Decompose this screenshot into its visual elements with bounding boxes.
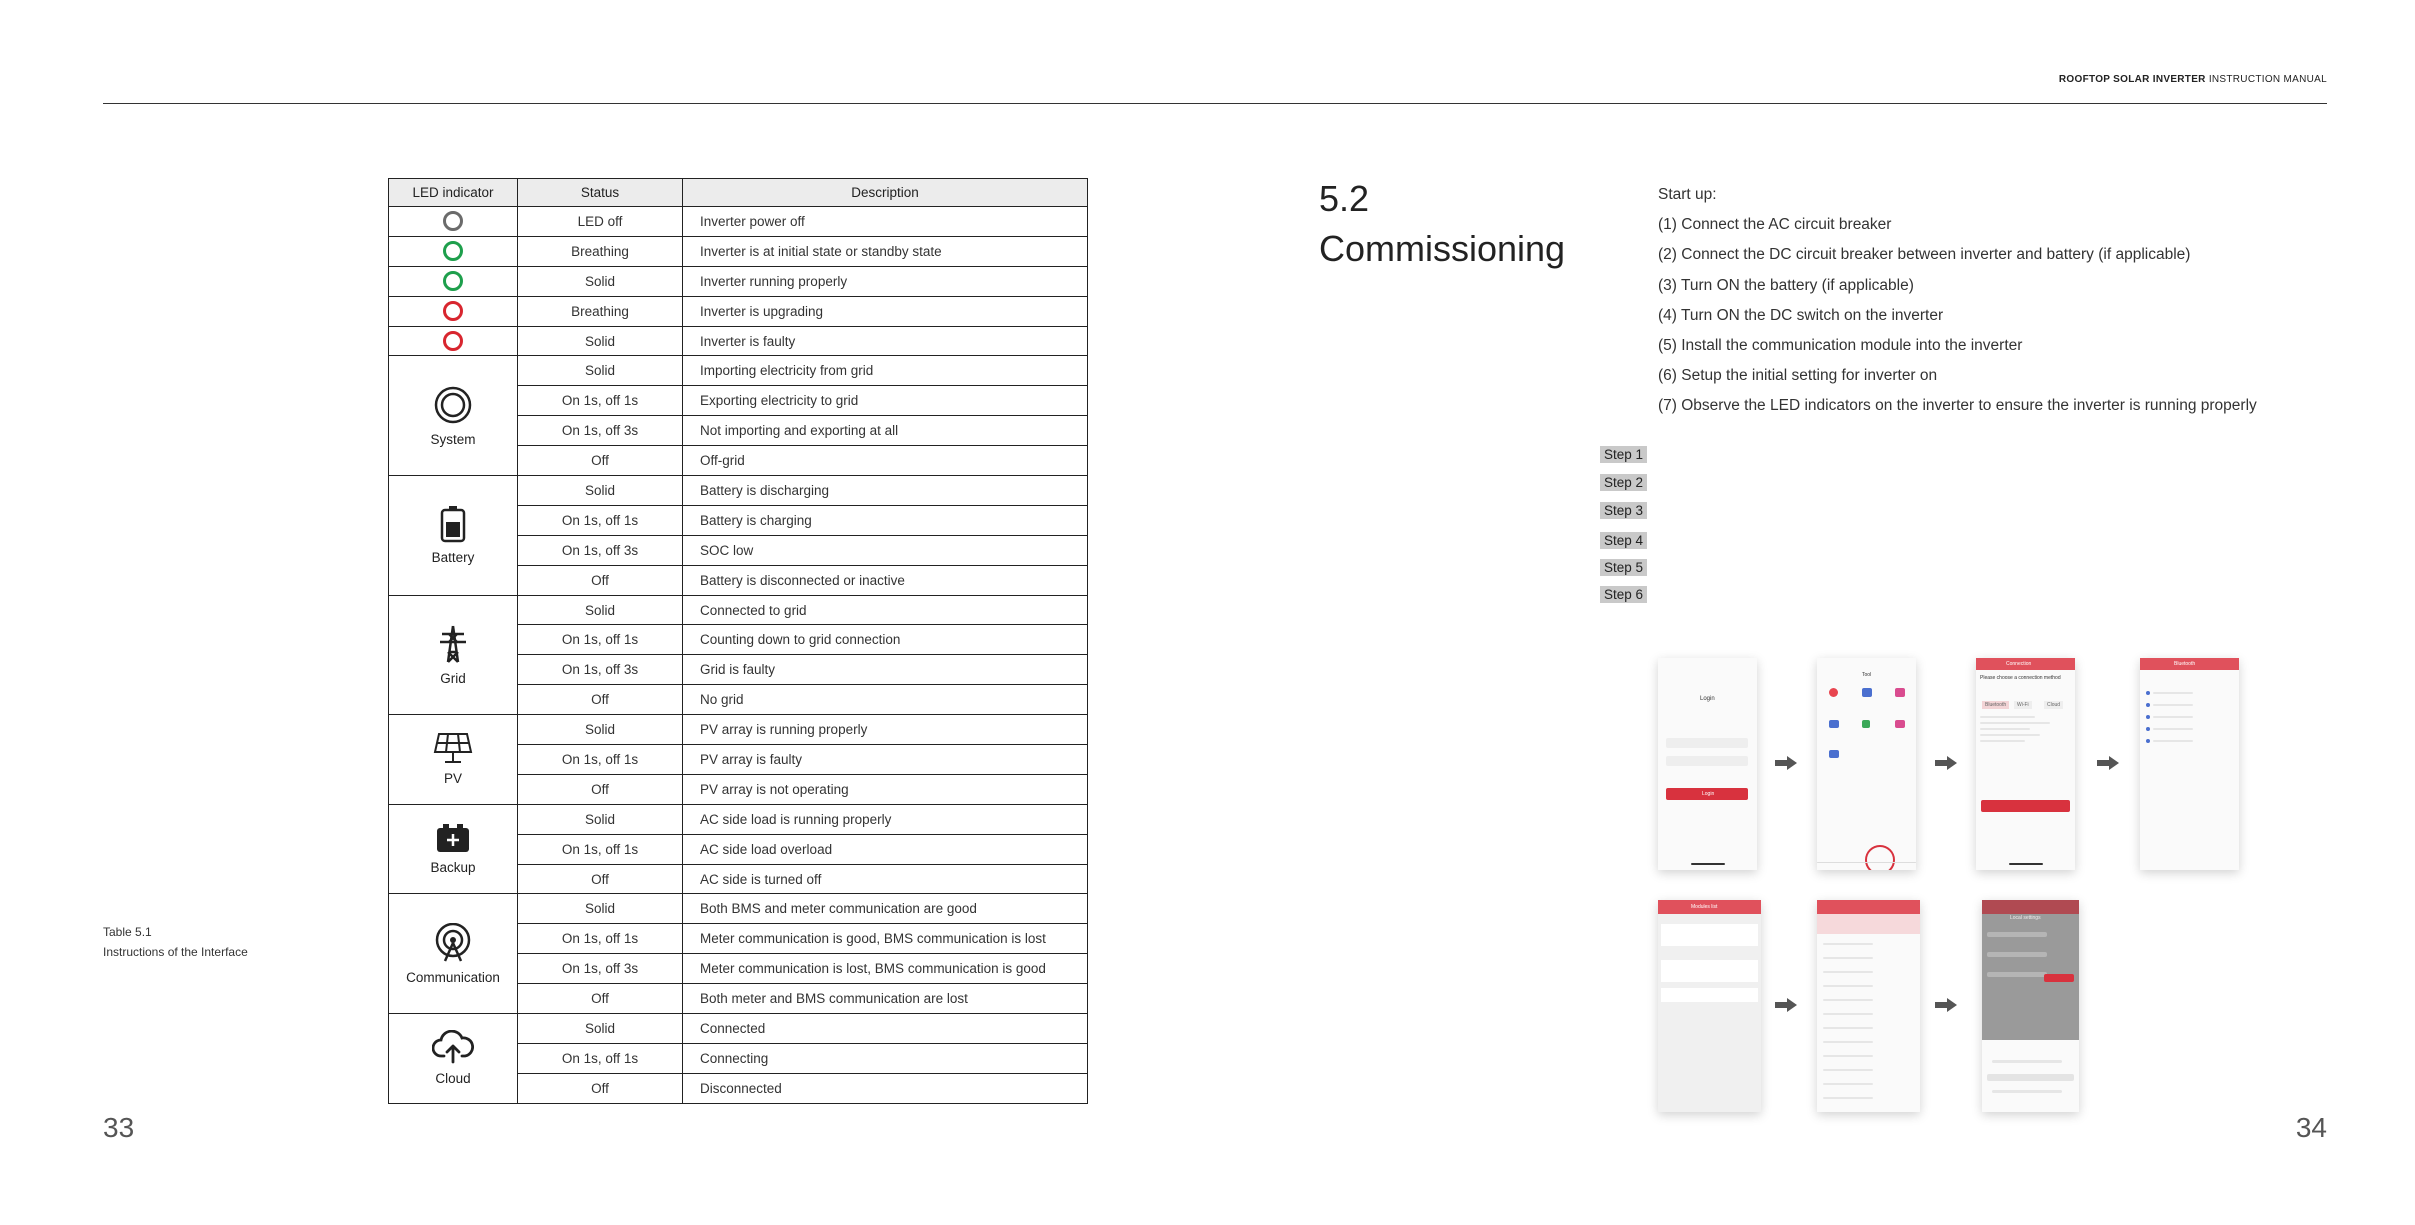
status-cell: Solid: [518, 476, 683, 506]
page-number-right: 34: [2295, 1112, 2327, 1143]
description-cell: Both BMS and meter communication are good: [683, 894, 1088, 924]
status-cell: On 1s, off 1s: [518, 745, 683, 775]
description-cell: Inverter running properly: [683, 266, 1088, 296]
group-pv-cell: [389, 715, 518, 805]
description-cell: Inverter power off: [683, 207, 1088, 237]
connection-screen: [1976, 658, 2075, 870]
manual-header: [2059, 74, 2327, 85]
tool-screen: [1817, 658, 1916, 870]
startup-step: (7) Observe the LED indicators on the inverter to ensure the inverter is running properly: [1658, 397, 2257, 415]
status-cell: On 1s, off 1s: [518, 834, 683, 864]
status-cell: LED off: [518, 207, 683, 237]
group-label: Communication: [406, 969, 500, 985]
led-ring-icon: [443, 211, 463, 231]
description-cell: Both meter and BMS communication are lost: [683, 984, 1088, 1014]
group-communication-cell: [389, 894, 518, 1014]
local-settings-screen: [1982, 900, 2079, 1112]
arrow-right-icon: [1935, 756, 1957, 770]
status-cell: Off: [518, 864, 683, 894]
description-cell: Connecting: [683, 1043, 1088, 1073]
table-row: [389, 236, 1088, 266]
status-cell: On 1s, off 1s: [518, 386, 683, 416]
group-label: System: [430, 431, 476, 447]
description-cell: Disconnected: [683, 1073, 1088, 1103]
led-indicator-cell: [389, 326, 518, 356]
arrow-right-icon: [1935, 998, 1957, 1012]
connection-title: Connection: [2006, 661, 2032, 667]
login-title: Login: [1700, 696, 1715, 702]
description-cell: Battery is discharging: [683, 476, 1088, 506]
cloud-upload-icon: [389, 1030, 517, 1067]
login-button: Login: [1702, 791, 1715, 797]
login-screen: [1658, 658, 1757, 870]
description-cell: Counting down to grid connection: [683, 625, 1088, 655]
status-cell: On 1s, off 3s: [518, 535, 683, 565]
table-row: [389, 266, 1088, 296]
step-label: Step 6: [1600, 586, 1647, 603]
led-ring-icon: [443, 331, 463, 351]
led-ring-icon: [443, 241, 463, 261]
startup-step: (4) Turn ON the DC switch on the inverter: [1658, 306, 1944, 324]
caption-text: Instructions of the Interface: [103, 945, 248, 959]
group-label: PV: [443, 771, 462, 787]
description-cell: Meter communication is lost, BMS communication is good: [683, 954, 1088, 984]
status-cell: On 1s, off 3s: [518, 416, 683, 446]
header-led-indicator: LED indicator: [389, 179, 518, 207]
table-row: [389, 326, 1088, 356]
tool-title: Tool: [1862, 672, 1872, 678]
status-cell: On 1s, off 3s: [518, 954, 683, 984]
startup-instructions: [1658, 180, 2257, 422]
table-row: [389, 296, 1088, 326]
step-label: Step 1: [1600, 446, 1647, 463]
description-cell: No grid: [683, 685, 1088, 715]
connection-option-cloud: Cloud: [2044, 701, 2063, 709]
description-cell: Connected to grid: [683, 595, 1088, 625]
group-label: Cloud: [435, 1071, 471, 1087]
status-cell: Solid: [518, 266, 683, 296]
status-cell: Solid: [518, 326, 683, 356]
table-row: [389, 476, 1088, 506]
status-cell: Solid: [518, 804, 683, 834]
status-cell: Breathing: [518, 236, 683, 266]
table-header-row: [389, 179, 1088, 207]
status-cell: On 1s, off 1s: [518, 1043, 683, 1073]
led-indicator-cell: [389, 296, 518, 326]
group-cloud-cell: [389, 1014, 518, 1104]
description-cell: Inverter is upgrading: [683, 296, 1088, 326]
connection-option-wifi: Wi-Fi: [2014, 701, 2032, 709]
led-ring-icon: [443, 271, 463, 291]
status-cell: Breathing: [518, 296, 683, 326]
description-cell: Grid is faulty: [683, 655, 1088, 685]
led-indicator-cell: [389, 266, 518, 296]
header-description: Description: [683, 179, 1088, 207]
description-cell: Battery is disconnected or inactive: [683, 565, 1088, 595]
section-number: 5.2: [1319, 178, 1370, 219]
status-cell: Off: [518, 1073, 683, 1103]
arrow-right-icon: [1775, 998, 1797, 1012]
status-cell: Off: [518, 984, 683, 1014]
settings-menu-screen: [1817, 900, 1920, 1112]
description-cell: Meter communication is good, BMS communication is lost: [683, 924, 1088, 954]
description-cell: Inverter is faulty: [683, 326, 1088, 356]
connection-prompt: Please choose a connection method: [1980, 675, 2061, 681]
bluetooth-title: Bluetooth: [2174, 661, 2196, 667]
description-cell: AC side load is running properly: [683, 804, 1088, 834]
group-battery-cell: [389, 476, 518, 596]
group-backup-cell: [389, 804, 518, 894]
communication-icon: [389, 923, 517, 966]
solar-panel-icon: [389, 732, 517, 767]
backup-battery-icon: [389, 823, 517, 856]
led-indicator-cell: [389, 236, 518, 266]
group-label: Grid: [440, 670, 466, 686]
status-cell: Off: [518, 685, 683, 715]
table-row: [389, 356, 1088, 386]
battery-icon: [389, 505, 517, 546]
group-label: Backup: [430, 860, 476, 876]
step-label: Step 2: [1600, 474, 1647, 491]
header-status: Status: [518, 179, 683, 207]
page-number-left: 33: [103, 1112, 135, 1143]
description-cell: Importing electricity from grid: [683, 356, 1088, 386]
header-rule: [103, 103, 2327, 104]
led-indicator-cell: [389, 207, 518, 237]
status-cell: On 1s, off 3s: [518, 655, 683, 685]
description-cell: Connected: [683, 1014, 1088, 1044]
caption-number: Table 5.1: [103, 925, 152, 939]
section-title: Commissioning: [1319, 228, 1566, 269]
arrow-right-icon: [2097, 756, 2119, 770]
connection-option-bluetooth: Bluetooth: [1982, 701, 2009, 709]
description-cell: Battery is charging: [683, 505, 1088, 535]
modules-list-screen: [1658, 900, 1761, 1112]
table-caption: [103, 922, 248, 962]
header-title-bold: ROOFTOP SOLAR INVERTER: [2058, 74, 2206, 85]
description-cell: PV array is faulty: [683, 745, 1088, 775]
step-label: Step 3: [1600, 502, 1647, 519]
status-cell: Solid: [518, 894, 683, 924]
description-cell: Not importing and exporting at all: [683, 416, 1088, 446]
status-cell: On 1s, off 1s: [518, 625, 683, 655]
table-row: [389, 1014, 1088, 1044]
arrow-right-icon: [1775, 756, 1797, 770]
status-cell: Solid: [518, 356, 683, 386]
grid-tower-icon: [389, 624, 517, 667]
startup-step: (3) Turn ON the battery (if applicable): [1658, 276, 1914, 294]
step-label: Step 4: [1600, 532, 1647, 549]
status-cell: On 1s, off 1s: [518, 505, 683, 535]
table-row: [389, 804, 1088, 834]
startup-step: (6) Setup the initial setting for inverter on: [1658, 367, 1938, 385]
local-settings-title: Local settings: [2010, 915, 2041, 921]
startup-step: (2) Connect the DC circuit breaker between inverter and battery (if applicable): [1658, 246, 2191, 264]
modules-title: Modules list: [1691, 904, 1718, 910]
table-row: [389, 595, 1088, 625]
bluetooth-screen: [2140, 658, 2239, 870]
description-cell: AC side load overload: [683, 834, 1088, 864]
status-cell: On 1s, off 1s: [518, 924, 683, 954]
group-label: Battery: [431, 550, 475, 566]
status-cell: Solid: [518, 595, 683, 625]
description-cell: SOC low: [683, 535, 1088, 565]
startup-heading: Start up:: [1658, 186, 1717, 203]
led-indicator-table: [388, 178, 1088, 1104]
table-row: [389, 715, 1088, 745]
group-system-cell: [389, 356, 518, 476]
status-cell: Solid: [518, 1014, 683, 1044]
header-title-rest: INSTRUCTION MANUAL: [2208, 74, 2327, 85]
led-ring-icon: [443, 301, 463, 321]
step-label: Step 5: [1600, 559, 1647, 576]
startup-step: (1) Connect the AC circuit breaker: [1658, 216, 1892, 234]
status-cell: Off: [518, 774, 683, 804]
description-cell: Off-grid: [683, 446, 1088, 476]
status-cell: Off: [518, 565, 683, 595]
description-cell: Exporting electricity to grid: [683, 386, 1088, 416]
system-ring-icon: [389, 385, 517, 428]
description-cell: Inverter is at initial state or standby state: [683, 236, 1088, 266]
description-cell: AC side is turned off: [683, 864, 1088, 894]
description-cell: PV array is not operating: [683, 774, 1088, 804]
status-cell: Off: [518, 446, 683, 476]
startup-step: (5) Install the communication module into the inverter: [1658, 337, 2023, 355]
table-row: [389, 207, 1088, 237]
description-cell: PV array is running properly: [683, 715, 1088, 745]
group-grid-cell: [389, 595, 518, 715]
table-row: [389, 894, 1088, 924]
status-cell: Solid: [518, 715, 683, 745]
